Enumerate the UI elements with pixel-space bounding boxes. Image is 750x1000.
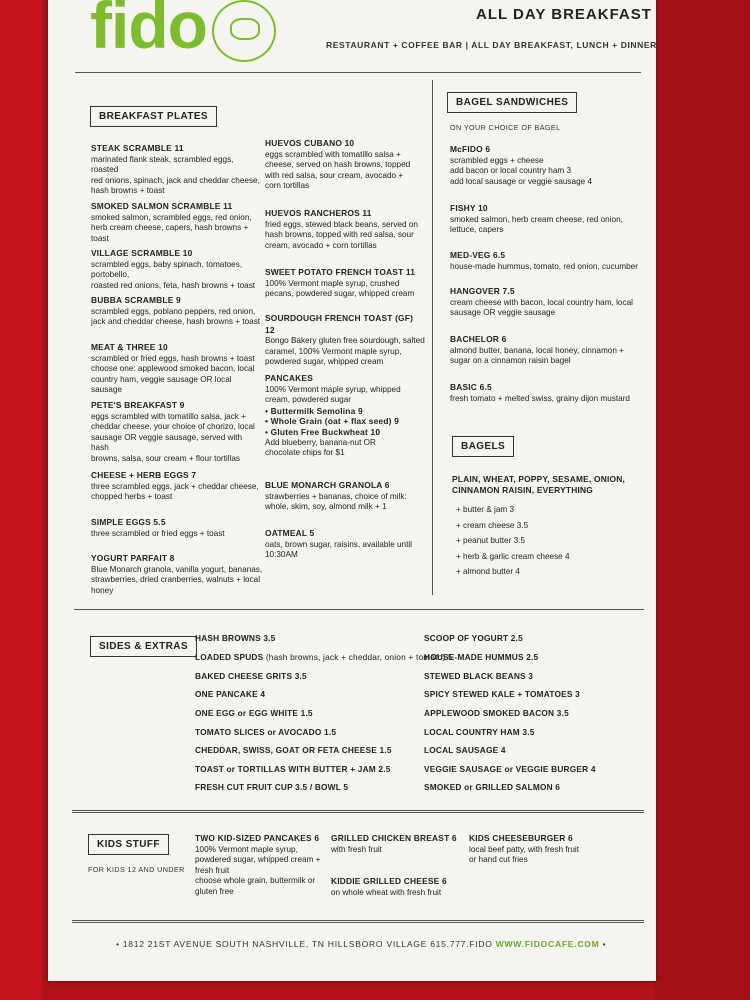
item-desc: sausage OR veggie sausage, served with hash xyxy=(91,432,243,453)
item-name: KIDS CHEESEBURGER 6 xyxy=(469,833,573,843)
side-item: SCOOP OF YOGURT 2.5 xyxy=(424,633,523,643)
side-item: VEGGIE SAUSAGE or VEGGIE BURGER 4 xyxy=(424,764,596,774)
item-desc: strawberries + bananas, choice of milk: xyxy=(265,491,407,501)
side-name: TOMATO SLICES or AVOCADO 1.5 xyxy=(195,727,337,737)
menu-item xyxy=(450,382,645,404)
menu-item xyxy=(331,833,466,855)
side-note: (hash browns, jack + cheddar, onion + tomato) 5 xyxy=(263,652,453,662)
item-desc: Blue Monarch granola, vanilla yogurt, bananas, xyxy=(91,564,263,574)
item-desc: powdered sugar, whipped cream xyxy=(265,357,384,367)
item-name: PETE'S BREAKFAST 9 xyxy=(91,400,185,410)
pancake-option: • Gluten Free Buckwheat 10 xyxy=(265,426,381,437)
item-desc: cream cheese with bacon, local country ham, local xyxy=(450,297,633,307)
side-item: SPICY STEWED KALE + TOMATOES 3 xyxy=(424,689,580,699)
side-item xyxy=(195,633,275,643)
background-left xyxy=(0,0,42,1000)
item-desc: gluten free xyxy=(195,886,234,896)
menu-item xyxy=(331,876,466,898)
item-desc: add bacon or local country ham 3 xyxy=(450,166,572,176)
section-divider xyxy=(72,810,644,813)
item-name: SMOKED SALMON SCRAMBLE 11 xyxy=(91,201,233,211)
item-desc: roasted red onions, feta, hash browns + toast xyxy=(91,280,256,290)
menu-item xyxy=(91,553,266,596)
item-desc: chopped herbs + toast xyxy=(91,492,173,502)
item-desc: chocolate chips for $1 xyxy=(265,448,345,458)
item-desc: scrambled or fried eggs, hash browns + toast xyxy=(91,353,255,363)
addon: + butter & jam 3 xyxy=(456,505,515,514)
side-name: HASH BROWNS 3.5 xyxy=(195,633,276,643)
item-name: KIDDIE GRILLED CHEESE 6 xyxy=(331,876,447,886)
item-name: McFIDO 6 xyxy=(450,144,491,154)
side-name: ONE EGG or EGG WHITE 1.5 xyxy=(195,708,313,718)
item-name: GRILLED CHICKEN BREAST 6 xyxy=(331,833,457,843)
item-desc: sugar on a cinnamon raisin bagel xyxy=(450,356,571,366)
section-divider xyxy=(74,609,644,610)
menu-item xyxy=(450,250,645,272)
menu-item xyxy=(195,833,330,898)
item-desc: hash browns, topped with red salsa, sour xyxy=(265,230,414,240)
item-desc: red onions, spinach, jack and cheddar cheese, xyxy=(91,175,260,185)
bagels-heading: BAGELS xyxy=(452,436,514,457)
addon: + cream cheese 3.5 xyxy=(456,520,529,530)
side-item xyxy=(195,689,265,699)
item-desc: hash browns + toast xyxy=(91,186,165,196)
section-divider xyxy=(72,920,644,923)
menu-item xyxy=(91,400,261,465)
item-desc: three scrambled eggs, jack + cheddar cheese, xyxy=(91,481,259,491)
item-name: HANGOVER 7.5 xyxy=(450,286,515,296)
bagel-type-line: CINNAMON RAISIN, EVERYTHING xyxy=(452,484,593,495)
item-desc: herb cream cheese, capers, hash browns + toast xyxy=(91,223,249,243)
item-name: SOURDOUGH FRENCH TOAST (GF) 12 xyxy=(265,313,414,335)
menu-item xyxy=(469,833,619,866)
side-item: SMOKED or GRILLED SALMON 6 xyxy=(424,782,561,792)
item-desc: local beef patty, with fresh fruit xyxy=(469,844,579,854)
menu-item xyxy=(91,517,261,539)
footer-website: WWW.FIDOCAFE.COM xyxy=(495,939,600,949)
item-desc: pecans, powdered sugar, whipped cream xyxy=(265,289,415,299)
item-desc: cheddar cheese, your choice of chorizo, local xyxy=(91,422,255,432)
menu-item xyxy=(265,373,425,459)
item-desc: choose whole grain, buttermilk or xyxy=(195,876,316,886)
side-name: ONE PANCAKE 4 xyxy=(195,689,266,699)
addon: + peanut butter 3.5 xyxy=(456,536,525,545)
item-desc: fresh fruit xyxy=(195,865,230,875)
page-subtitle: RESTAURANT + COFFEE BAR | ALL DAY BREAKFAST, LUNCH + DINNER xyxy=(326,40,657,50)
item-name: VILLAGE SCRAMBLE 10 xyxy=(91,248,193,258)
menu-item xyxy=(91,143,261,197)
column-divider xyxy=(432,80,433,595)
menu-item xyxy=(265,138,425,192)
side-item xyxy=(195,671,307,681)
item-desc: 100% Vermont maple syrup, xyxy=(195,844,298,854)
menu-item xyxy=(91,295,261,328)
menu-item xyxy=(450,203,640,236)
item-desc: with red salsa, sour cream, avocado + xyxy=(265,170,404,180)
pancake-option: • Whole Grain (oat + flax seed) 9 xyxy=(265,416,400,427)
header-divider xyxy=(75,72,641,73)
menu-item xyxy=(450,144,640,187)
side-item xyxy=(195,727,336,737)
item-name: PANCAKES xyxy=(265,373,313,383)
bagel-type-line: PLAIN, WHEAT, POPPY, SESAME, ONION, xyxy=(452,474,625,484)
item-desc: scrambled eggs, baby spinach, tomatoes, portobello, xyxy=(91,259,243,280)
item-desc: corn tortillas xyxy=(265,181,310,191)
item-name: SWEET POTATO FRENCH TOAST 11 xyxy=(265,267,416,277)
item-desc: oats, brown sugar, raisins, available until xyxy=(265,539,412,549)
side-item: STEWED BLACK BEANS 3 xyxy=(424,671,534,681)
side-item xyxy=(195,764,391,774)
item-name: HUEVOS CUBANO 10 xyxy=(265,138,355,148)
bagel-types xyxy=(452,474,642,495)
menu-item xyxy=(265,208,425,251)
item-desc: whole, skim, soy, almond milk + 1 xyxy=(265,502,387,512)
page-title: ALL DAY BREAKFAST xyxy=(476,6,652,23)
item-desc: Add blueberry, banana-nut OR xyxy=(265,437,376,447)
item-desc: browns, salsa, sour cream + flour tortillas xyxy=(91,453,241,463)
item-name: SIMPLE EGGS 5.5 xyxy=(91,517,166,527)
menu-item xyxy=(91,342,261,396)
breakfast-plates-heading: BREAKFAST PLATES xyxy=(90,106,217,127)
item-desc: caramel, 100% Vermont maple syrup, xyxy=(265,346,402,356)
item-desc: eggs scrambled with tomatillo salsa, jack + xyxy=(91,411,246,421)
item-name: HUEVOS RANCHEROS 11 xyxy=(265,208,372,218)
menu-item xyxy=(91,248,261,291)
item-desc: smoked salmon, scrambled eggs, red onion, xyxy=(91,212,252,222)
bagel-sandwiches-heading: BAGEL SANDWICHES xyxy=(447,92,577,113)
bagel-addons xyxy=(456,502,636,580)
item-desc: scrambled eggs, poblano peppers, red onion, xyxy=(91,306,256,316)
item-desc: Bongo Bakery gluten free sourdough, salted xyxy=(265,336,425,346)
item-desc: add local sausage or veggie sausage 4 xyxy=(450,176,593,186)
item-desc: 10:30AM xyxy=(265,550,298,560)
item-name: YOGURT PARFAIT 8 xyxy=(91,553,175,563)
item-desc: cream, powdered sugar xyxy=(265,395,352,405)
menu-item xyxy=(265,313,425,368)
side-item xyxy=(195,782,348,792)
bagel-note: ON YOUR CHOICE OF BAGEL xyxy=(450,123,561,132)
side-item: APPLEWOOD SMOKED BACON 3.5 xyxy=(424,708,569,718)
item-desc: marinated flank steak, scrambled eggs, roasted xyxy=(91,154,234,175)
item-desc: fried eggs, stewed black beans, served on xyxy=(265,219,418,229)
addon: + almond butter 4 xyxy=(456,567,520,576)
item-name: BLUE MONARCH GRANOLA 6 xyxy=(265,480,390,490)
side-item xyxy=(195,652,453,662)
item-desc: 100% Vermont maple syrup, crushed xyxy=(265,278,400,288)
side-name: CHEDDAR, SWISS, GOAT OR FETA CHEESE 1.5 xyxy=(195,745,392,755)
item-desc: with fresh fruit xyxy=(331,844,382,854)
menu-item xyxy=(91,470,261,503)
item-desc: three scrambled or fried eggs + toast xyxy=(91,528,225,538)
item-desc: country ham, veggie sausage OR local sausage xyxy=(91,374,232,395)
menu-item xyxy=(265,480,425,513)
item-desc: eggs scrambled with tomatillo salsa + xyxy=(265,149,401,159)
item-desc: cream, avocado + corn tortillas xyxy=(265,240,377,250)
dog-logo-icon xyxy=(212,0,276,62)
menu-item xyxy=(91,201,261,244)
menu-item xyxy=(450,334,640,367)
item-name: MEAT & THREE 10 xyxy=(91,342,168,352)
item-name: BACHELOR 6 xyxy=(450,334,507,344)
item-desc: fresh tomato + melted swiss, grainy dijon mustard xyxy=(450,393,630,403)
side-name: LOADED SPUDS xyxy=(195,652,264,662)
item-desc: cheese, served on hash browns, topped xyxy=(265,160,411,170)
item-name: BASIC 6.5 xyxy=(450,382,492,392)
kids-heading: KIDS STUFF xyxy=(88,834,169,855)
item-desc: powdered sugar, whipped cream + xyxy=(195,855,321,865)
item-desc: 100% Vermont maple syrup, whipped xyxy=(265,384,401,394)
footer-bullet: • xyxy=(602,939,607,949)
item-name: FISHY 10 xyxy=(450,203,488,213)
item-desc: smoked salmon, herb cream cheese, red onion, xyxy=(450,214,623,224)
item-desc: sausage OR veggie sausage xyxy=(450,308,556,318)
item-name: BUBBA SCRAMBLE 9 xyxy=(91,295,181,305)
kids-note: FOR KIDS 12 AND UNDER xyxy=(88,865,185,874)
side-item: HOUSE-MADE HUMMUS 2.5 xyxy=(424,652,539,662)
background-right xyxy=(655,0,750,1000)
footer xyxy=(116,939,606,949)
side-name: FRESH CUT FRUIT CUP 3.5 / BOWL 5 xyxy=(195,782,349,792)
item-desc: house-made hummus, tomato, red onion, cucumber xyxy=(450,261,638,271)
side-name: BAKED CHEESE GRITS 3.5 xyxy=(195,671,307,681)
side-item xyxy=(195,708,313,718)
item-name: MED-VEG 6.5 xyxy=(450,250,506,260)
item-name: STEAK SCRAMBLE 11 xyxy=(91,143,184,153)
item-desc: strawberries, dried cranberries, walnuts + local honey xyxy=(91,575,261,595)
menu-item xyxy=(265,528,425,561)
item-name: CHEESE + HERB EGGS 7 xyxy=(91,470,197,480)
item-name: OATMEAL 5 xyxy=(265,528,315,538)
logo: fido xyxy=(90,0,207,62)
item-name: TWO KID-SIZED PANCAKES 6 xyxy=(195,833,320,843)
side-name: TOAST or TORTILLAS WITH BUTTER + JAM 2.5 xyxy=(195,764,391,774)
side-item: LOCAL SAUSAGE 4 xyxy=(424,745,506,755)
side-item xyxy=(195,745,392,755)
sides-heading: SIDES & EXTRAS xyxy=(90,636,197,657)
menu-item xyxy=(450,286,640,319)
pancake-option: • Buttermilk Semolina 9 xyxy=(265,405,363,416)
item-desc: scrambled eggs + cheese xyxy=(450,155,544,165)
item-desc: jack and cheddar cheese, hash browns + toast xyxy=(91,317,261,327)
addon: + herb & garlic cream cheese 4 xyxy=(456,551,570,561)
menu-item xyxy=(265,267,425,300)
footer-address: • 1812 21ST AVENUE SOUTH NASHVILLE, TN HILLSBORO VILLAGE 615.777.FIDO xyxy=(116,939,493,949)
item-desc: or hand cut fries xyxy=(469,855,528,865)
item-desc: lettuce, capers xyxy=(450,225,504,235)
side-item: LOCAL COUNTRY HAM 3.5 xyxy=(424,727,535,737)
item-desc: on whole wheat with fresh fruit xyxy=(331,887,442,897)
item-desc: choose one: applewood smoked bacon, local xyxy=(91,364,255,374)
item-desc: almond butter, banana, local honey, cinnamon + xyxy=(450,345,624,355)
